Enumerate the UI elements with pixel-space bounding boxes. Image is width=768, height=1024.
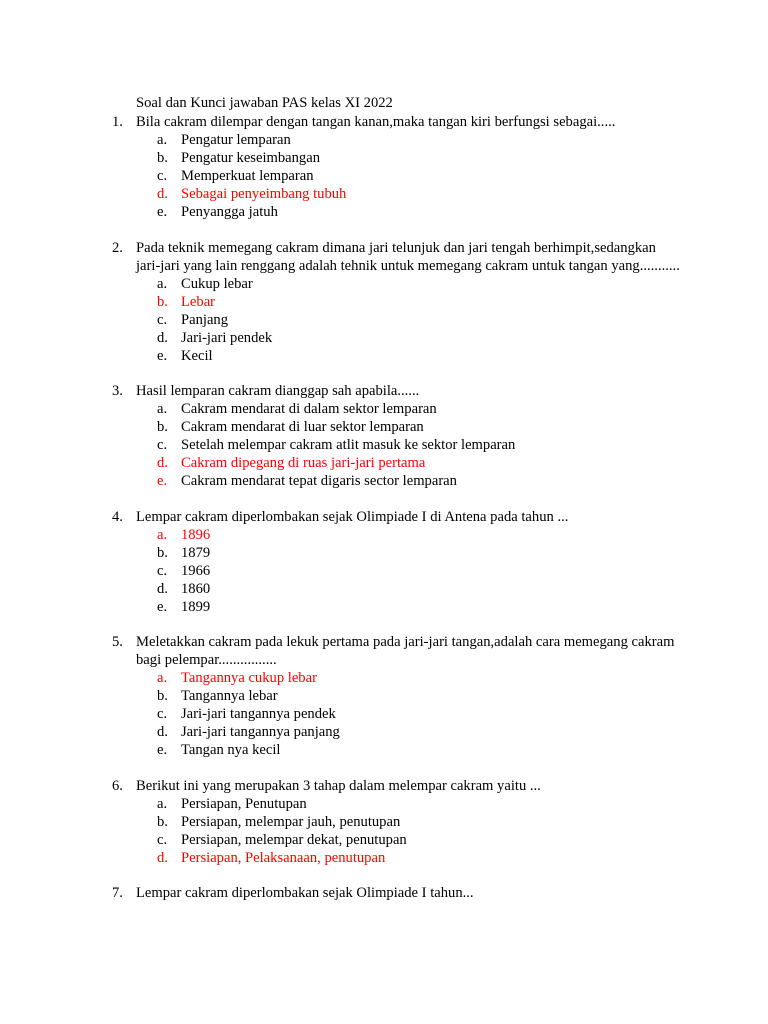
option-text: Jari-jari tangannya pendek: [181, 706, 336, 722]
option-letter: b.: [157, 813, 168, 830]
question-text: Hasil lemparan cakram dianggap sah apabila......: [136, 383, 420, 399]
option-text: 1860: [181, 580, 211, 597]
question-number: 4.: [112, 508, 123, 525]
option-text: Memperkuat lemparan: [181, 168, 314, 184]
option-letter: b.: [157, 688, 168, 704]
option-text: Cakram mendarat tepat digaris sector lemparan: [181, 473, 457, 489]
question-list: [0, 113, 768, 920]
answer-option: [0, 203, 768, 221]
option-text: Penyangga jatuh: [181, 204, 278, 220]
option-letter: d.: [157, 580, 168, 597]
option-letter: b.: [157, 544, 168, 561]
question-4: [0, 508, 768, 616]
option-text: Tangannya cukup lebar: [181, 670, 317, 686]
question-1: [0, 113, 768, 221]
option-letter: e.: [157, 742, 168, 758]
option-letter: c.: [157, 311, 168, 328]
option-text: Panjang: [181, 311, 229, 328]
document-title: Soal dan Kunci jawaban PAS kelas XI 2022: [136, 95, 393, 111]
option-letter: a.: [157, 795, 168, 812]
question-number: 5.: [112, 634, 123, 650]
option-letter: a.: [157, 275, 168, 292]
option-text: Jari-jari pendek: [181, 329, 273, 346]
option-list: [0, 400, 768, 490]
answer-option: [0, 167, 768, 185]
option-letter: a.: [157, 670, 168, 686]
question-number: 1.: [112, 114, 123, 130]
answer-option-correct: [0, 849, 768, 867]
option-text: Jari-jari tangannya panjang: [181, 724, 340, 740]
option-letter: a.: [157, 526, 168, 543]
answer-option-correct: [0, 293, 768, 311]
question-number: 3.: [112, 383, 123, 399]
option-text: Cakram mendarat di luar sektor lemparan: [181, 419, 424, 435]
option-list: [0, 131, 768, 221]
question-5: [0, 633, 768, 759]
option-letter: d.: [157, 455, 168, 471]
option-text: Pengatur lemparan: [181, 132, 291, 148]
option-letter: c.: [157, 437, 168, 453]
answer-option: [0, 598, 768, 616]
question-7: [0, 884, 768, 902]
option-text: Lebar: [181, 293, 216, 310]
option-letter: d.: [157, 186, 168, 202]
answer-option: [0, 131, 768, 149]
option-text: Persiapan, melempar dekat, penutupan: [181, 831, 407, 848]
answer-option: [0, 275, 768, 293]
answer-option: [0, 831, 768, 849]
option-text: Sebagai penyeimbang tubuh: [181, 186, 347, 202]
option-letter: d.: [157, 724, 168, 740]
answer-option: [0, 329, 768, 347]
answer-option: [0, 705, 768, 723]
option-letter: c.: [157, 706, 168, 722]
option-letter: b.: [157, 293, 168, 310]
option-text: Tangannya lebar: [181, 688, 278, 704]
answer-option: [0, 741, 768, 759]
answer-option: [0, 418, 768, 436]
option-letter: e.: [157, 598, 168, 615]
option-text: Persiapan, melempar jauh, penutupan: [181, 813, 401, 830]
question-2: [0, 239, 768, 365]
answer-option: [0, 311, 768, 329]
option-letter: b.: [157, 419, 168, 435]
answer-option-correct: [0, 669, 768, 687]
answer-option: [0, 544, 768, 562]
option-list: [0, 669, 768, 759]
answer-option: [0, 795, 768, 813]
answer-option: [0, 687, 768, 705]
option-letter: a.: [157, 132, 168, 148]
option-text: Tangan nya kecil: [181, 742, 281, 758]
option-letter: c.: [157, 831, 168, 848]
question-text: Meletakkan cakram pada lekuk pertama pada jari-jari tangan,adalah cara memegang cakram bagi pelempar................: [136, 634, 675, 668]
question-number: 2.: [112, 239, 123, 256]
option-letter: a.: [157, 401, 168, 417]
option-text: 1896: [181, 526, 211, 543]
option-text: 1879: [181, 544, 211, 561]
option-text: Cakram mendarat di dalam sektor lemparan: [181, 401, 437, 417]
question-6: [0, 777, 768, 867]
option-letter: c.: [157, 168, 168, 184]
answer-option: [0, 472, 768, 490]
option-letter: b.: [157, 150, 168, 166]
answer-option-correct: [0, 526, 768, 544]
option-text: Persiapan, Penutupan: [181, 795, 307, 812]
question-text: Lempar cakram diperlombakan sejak Olimpiade I di Antena pada tahun ...: [136, 508, 569, 525]
option-letter: e.: [157, 347, 168, 364]
question-number: 6.: [112, 777, 123, 794]
question-number: 7.: [112, 885, 123, 901]
answer-option: [0, 149, 768, 167]
answer-option-correct: [0, 185, 768, 203]
option-letter: c.: [157, 562, 168, 579]
option-list: [0, 526, 768, 616]
option-list: [0, 275, 768, 365]
answer-option: [0, 562, 768, 580]
answer-option: [0, 347, 768, 365]
option-text: Cukup lebar: [181, 275, 253, 292]
option-letter: e.: [157, 473, 168, 489]
question-text: Bila cakram dilempar dengan tangan kanan,maka tangan kiri berfungsi sebagai.....: [136, 114, 616, 130]
option-letter: d.: [157, 329, 168, 346]
option-text: Kecil: [181, 347, 213, 364]
question-3: [0, 382, 768, 490]
question-text: Berikut ini yang merupakan 3 tahap dalam melempar cakram yaitu ...: [136, 777, 541, 794]
option-text: 1899: [181, 598, 211, 615]
option-text: Cakram dipegang di ruas jari-jari pertama: [181, 455, 426, 471]
answer-option: [0, 723, 768, 741]
question-text: Lempar cakram diperlombakan sejak Olimpiade I tahun...: [136, 885, 474, 901]
option-text: Pengatur keseimbangan: [181, 150, 321, 166]
option-list: [0, 795, 768, 867]
answer-option: [0, 400, 768, 418]
answer-option: [0, 436, 768, 454]
option-letter: d.: [157, 849, 168, 866]
answer-option: [0, 813, 768, 831]
option-text: Setelah melempar cakram atlit masuk ke sektor lemparan: [181, 437, 516, 453]
option-text: Persiapan, Pelaksanaan, penutupan: [181, 849, 386, 866]
answer-option: [0, 580, 768, 598]
answer-option-correct: [0, 454, 768, 472]
option-text: 1966: [181, 562, 211, 579]
question-text: Pada teknik memegang cakram dimana jari telunjuk dan jari tengah berhimpit,sedangkan jari-jari yang lain renggang adalah tehnik untuk memegang cakram untuk tangan yang...........: [136, 239, 680, 274]
option-letter: e.: [157, 204, 168, 220]
